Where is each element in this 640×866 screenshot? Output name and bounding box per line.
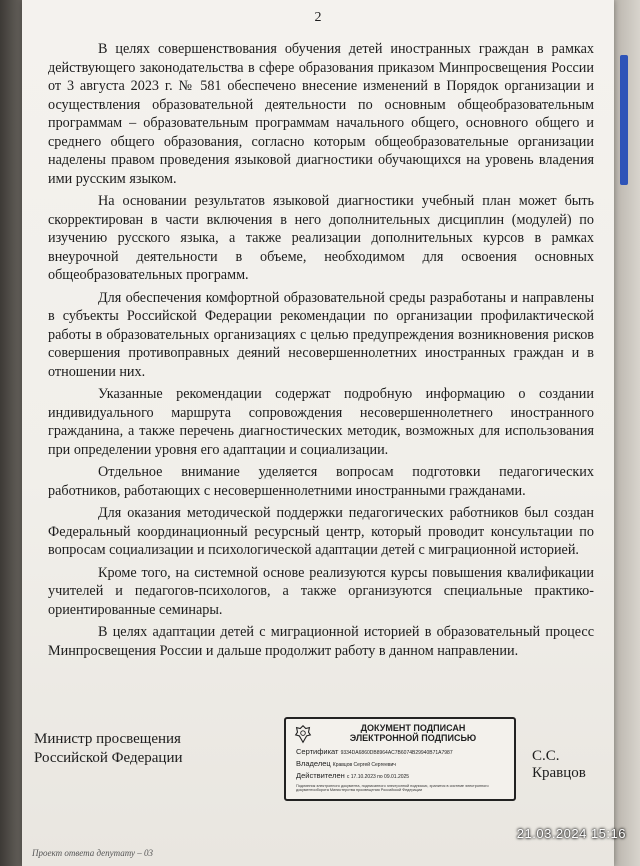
paragraph: Отдельное внимание уделяется вопросам подготовки педагогических работников, работающих с несовершеннолетними иностранными гражданами.	[48, 464, 594, 499]
stamp-note: Подлинник электронного документа, подписанного электронной подписью, хранится в системе электронного документооборота Министерства просвещения Российской Федерации	[296, 784, 489, 793]
stamp-certificate: Сертификат 9334DA6860DB8964AC7B6074B29940B71A7987	[296, 747, 453, 756]
page-number: 2	[314, 10, 322, 25]
stamp-owner: Владелец Кравцов Сергей Сергеевич	[296, 759, 396, 768]
paragraph: На основании результатов языковой диагностики учебный план может быть скорректирован в части включения в него дополнительных дисциплин (модулей) по изучению русского языка, а также реализации дополнительных курсов в рамках внеурочной деятельности в объеме, необходимом для освоения основных общеобразовательных программ.	[48, 193, 594, 283]
paragraph: Для оказания методической поддержки педагогических работников был создан Федеральный координационный ресурсный центр, который проводит консультации по вопросам социализации и психологической адаптации детей с миграционной историей.	[48, 505, 594, 558]
draft-note: Проект ответа депутату – 03	[32, 848, 154, 858]
signatory-name: С.С. Кравцов	[532, 748, 586, 781]
stamp-title: ДОКУМЕНТ ПОДПИСАН ЭЛЕКТРОННОЙ ПОДПИСЬЮ	[349, 723, 477, 743]
blue-folder-edge	[620, 55, 628, 185]
stamp-validity: Действителен с 17.10.2023 по 09.01.2025	[296, 771, 410, 780]
photo-timestamp: 21.03.2024 15:16	[516, 826, 626, 841]
signatory-title	[34, 730, 183, 768]
signatory-title-line1: Министр просвещения	[34, 731, 181, 747]
paragraph: В целях совершенствования обучения детей иностранных граждан в рамках действующего законодательства в сфере образования приказом Минпросвещения России от 3 августа 2023 г. № 581 обеспечено внесение изменений в Порядок организации и осуществления образовательной деятельности по основным общеобразовательным программам – образовательным программам начального общего, основного общего и среднего общего образования, согласно которым общеобразовательные организации наделены правом проведения языковой диагностики обучающихся на уровень владения ими русским языком.	[48, 41, 594, 187]
electronic-signature-stamp	[284, 717, 516, 801]
document-page	[22, 0, 614, 866]
paragraph: В целях адаптации детей с миграционной историей в образовательный процесс Минпросвещения России и дальше продолжит работу в данном направлении.	[48, 624, 594, 659]
paragraph: Указанные рекомендации содержат подробную информацию о создании индивидуального маршрута сопровождения несовершеннолетнего иностранного гражданина, а также перечень диагностических методик, возможных для использования при определении уровня его адаптации и социализации.	[48, 386, 594, 458]
coat-of-arms-icon	[292, 723, 314, 745]
paragraph: Для обеспечения комфортной образовательной среды разработаны и направлены в субъекты Российской Федерации рекомендации по организации профилактической работы в образовательных организациях с целью предупреждения возникновения рисков совершения противоправных деяний несовершеннолетних иностранных граждан и в отношении них.	[48, 289, 594, 380]
signatory-title-line2: Российской Федерации	[34, 750, 183, 766]
document-body	[48, 40, 594, 664]
paragraph: Кроме того, на системной основе реализуются курсы повышения квалификации учителей и педагогов-психологов, а также организуются специальные практико-ориентированные семинары.	[48, 564, 594, 618]
